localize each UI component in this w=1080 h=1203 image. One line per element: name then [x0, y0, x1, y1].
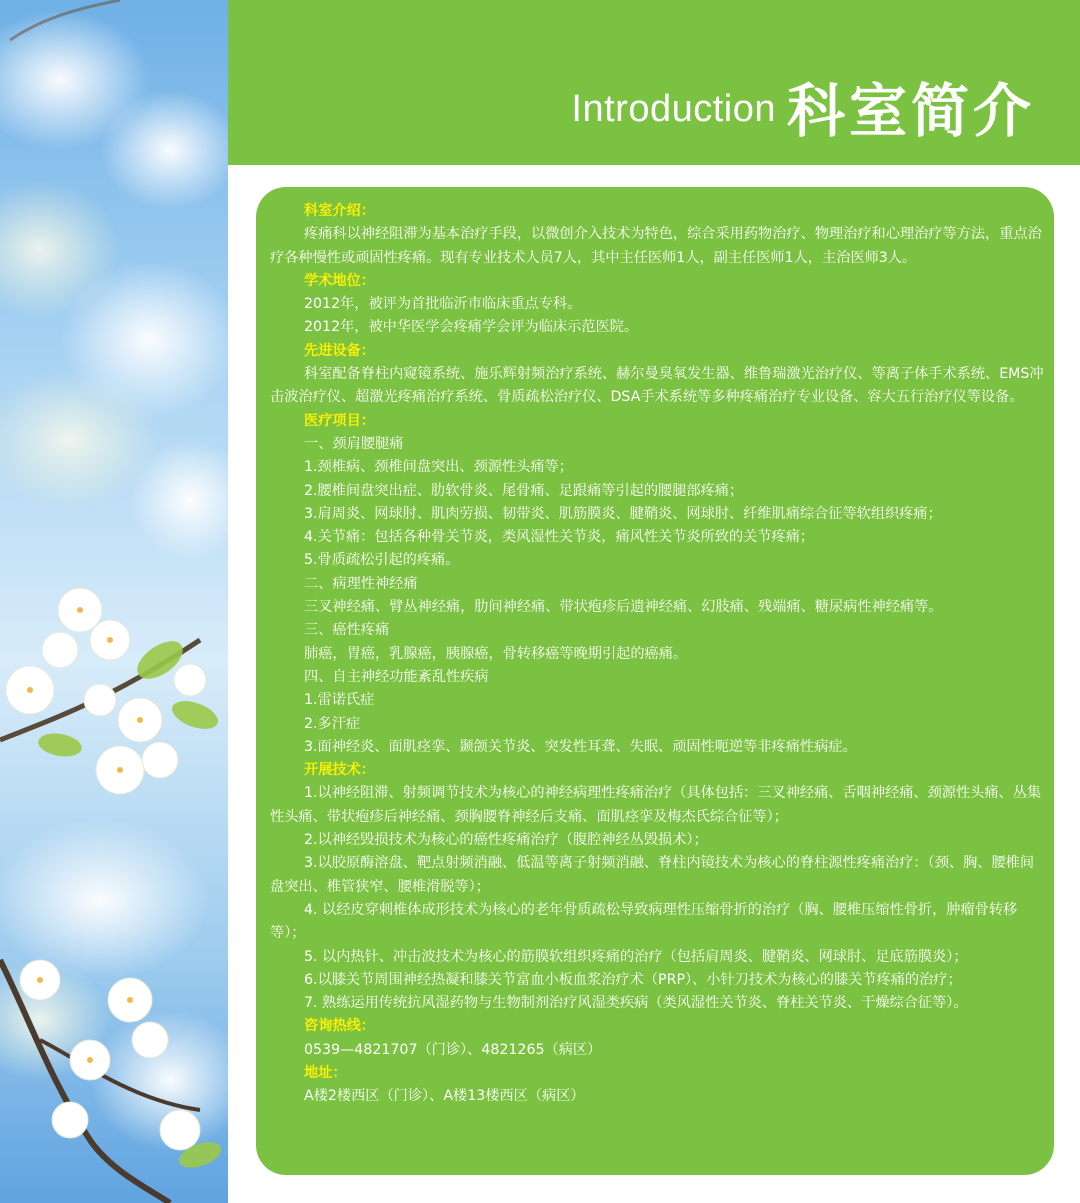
academic-item: 2012年，被评为首批临沂市临床重点专科。 — [304, 296, 582, 313]
header-band — [228, 0, 1080, 165]
academic-item: 2012年，被中华医学会疼痛学会评为临床示范医院。 — [304, 319, 639, 336]
project-line: 3.面神经炎、面肌痉挛、颞颌关节炎、突发性耳聋、失眠、顽固性呃逆等非疼痛性病症。 — [304, 738, 857, 755]
address-text: A楼2楼西区（门诊）、A楼13楼西区（病区） — [304, 1088, 585, 1105]
technique-item: 7. 熟练运用传统抗风湿药物与生物制剂治疗风湿类疾病（类风湿性关节炎、脊柱关节炎、干燥综合征等）。 — [304, 995, 968, 1012]
cherry-blossom-photo — [0, 0, 228, 1203]
project-line: 三、癌性疼痛 — [304, 622, 390, 639]
project-line: 2.多汗症 — [304, 715, 361, 732]
project-line: 4.关节痛：包括各种骨关节炎，类风湿性关节炎，痛风性关节炎所致的关节疼痛； — [304, 529, 815, 546]
technique-item: 5. 以内热针、冲击波技术为核心的筋膜软组织疼痛的治疗（包括肩周炎、腱鞘炎、网球肘、足底筋膜炎）； — [304, 948, 968, 965]
equipment-text: 科室配备脊柱内窥镜系统、施乐辉射频治疗系统、赫尔曼臭氧发生器、维鲁瑞激光治疗仪、等离子体手术系统、EMS冲击波治疗仪、超激光疼痛治疗系统、骨质疏松治疗仪、DSA手术系统等多种疼痛治疗专业设备、容大五行治疗仪等设备。 — [270, 366, 1044, 406]
section-heading-projects: 医疗项目： — [304, 412, 375, 429]
section-heading-hotline: 咨询热线： — [304, 1018, 375, 1035]
technique-item: 1.以神经阻滞、射频调节技术为核心的神经病理性疼痛治疗（具体包括：三叉神经痛、舌咽神经痛、颈源性头痛、丛集性头痛、带状疱疹后神经痛、颈胸腰脊神经后支痛、面肌痉挛及梅杰氏综合征等）； — [270, 785, 1042, 825]
technique-item: 3.以胶原酶溶盘、靶点射频消融、低温等离子射频消融、脊柱内镜技术为核心的脊柱源性疼痛治疗：（颈、胸、腰椎间盘突出、椎管狭窄、腰椎滑脱等）； — [270, 855, 1035, 895]
hotline-text: 0539—4821707（门诊）、4821265（病区） — [304, 1041, 602, 1058]
section-heading-equipment: 先进设备： — [304, 342, 375, 359]
project-line: 5.骨质疏松引起的疼痛。 — [304, 552, 460, 569]
blossom-illustration — [0, 0, 228, 1203]
title-english: Introduction — [571, 88, 776, 130]
section-heading-techniques: 开展技术： — [304, 762, 375, 779]
technique-item: 6.以膝关节周围神经热凝和膝关节富血小板血浆治疗术（PRP）、小针刀技术为核心的膝关节疼痛的治疗； — [304, 971, 962, 988]
project-line: 1.雷诺氏症 — [304, 692, 375, 709]
project-line: 三叉神经痛、臂丛神经痛，肋间神经痛、带状疱疹后遗神经痛、幻肢痛、残端痛、糖尿病性神经痛等。 — [304, 599, 943, 616]
title-chinese: 科室简介 — [786, 77, 1035, 145]
project-line: 2.腰椎间盘突出症、肋软骨炎、尾骨痛、足跟痛等引起的腰腿部疼痛； — [304, 482, 744, 499]
intro-text: 疼痛科以神经阻滞为基本治疗手段，以微创介入技术为特色，综合采用药物治疗、物理治疗和心理治疗等方法，重点治疗各种慢性或顽固性疼痛。现有专业技术人员7人，其中主任医师1人，副主任医师1人，主治医师3人。 — [270, 226, 1042, 266]
project-line: 四、自主神经功能紊乱性疾病 — [304, 668, 489, 685]
project-line: 二、病理性神经痛 — [304, 575, 418, 592]
section-heading-intro: 科室介绍： — [304, 203, 375, 219]
project-line: 肺癌，胃癌，乳腺癌，胰腺癌，骨转移癌等晚期引起的癌痛。 — [304, 645, 688, 662]
section-heading-academic: 学术地位： — [304, 272, 375, 289]
content-text — [270, 200, 1046, 1109]
project-line: 3.肩周炎、网球肘、肌肉劳损、韧带炎、肌筋膜炎、腱鞘炎、网球肘、纤维肌痛综合征等软组织疼痛； — [304, 505, 942, 522]
project-line: 1.颈椎病、颈椎间盘突出、颈源性头痛等； — [304, 459, 573, 476]
section-heading-address: 地址： — [304, 1064, 347, 1081]
project-line: 一、颈肩腰腿痛 — [304, 435, 404, 452]
technique-item: 2.以神经毁损技术为核心的癌性疼痛治疗（腹腔神经丛毁损术）； — [304, 832, 708, 849]
technique-item: 4. 以经皮穿刺椎体成形技术为核心的老年骨质疏松导致病理性压缩骨折的治疗（胸、腰椎压缩性骨折，肿瘤骨转移等）； — [270, 901, 1018, 942]
